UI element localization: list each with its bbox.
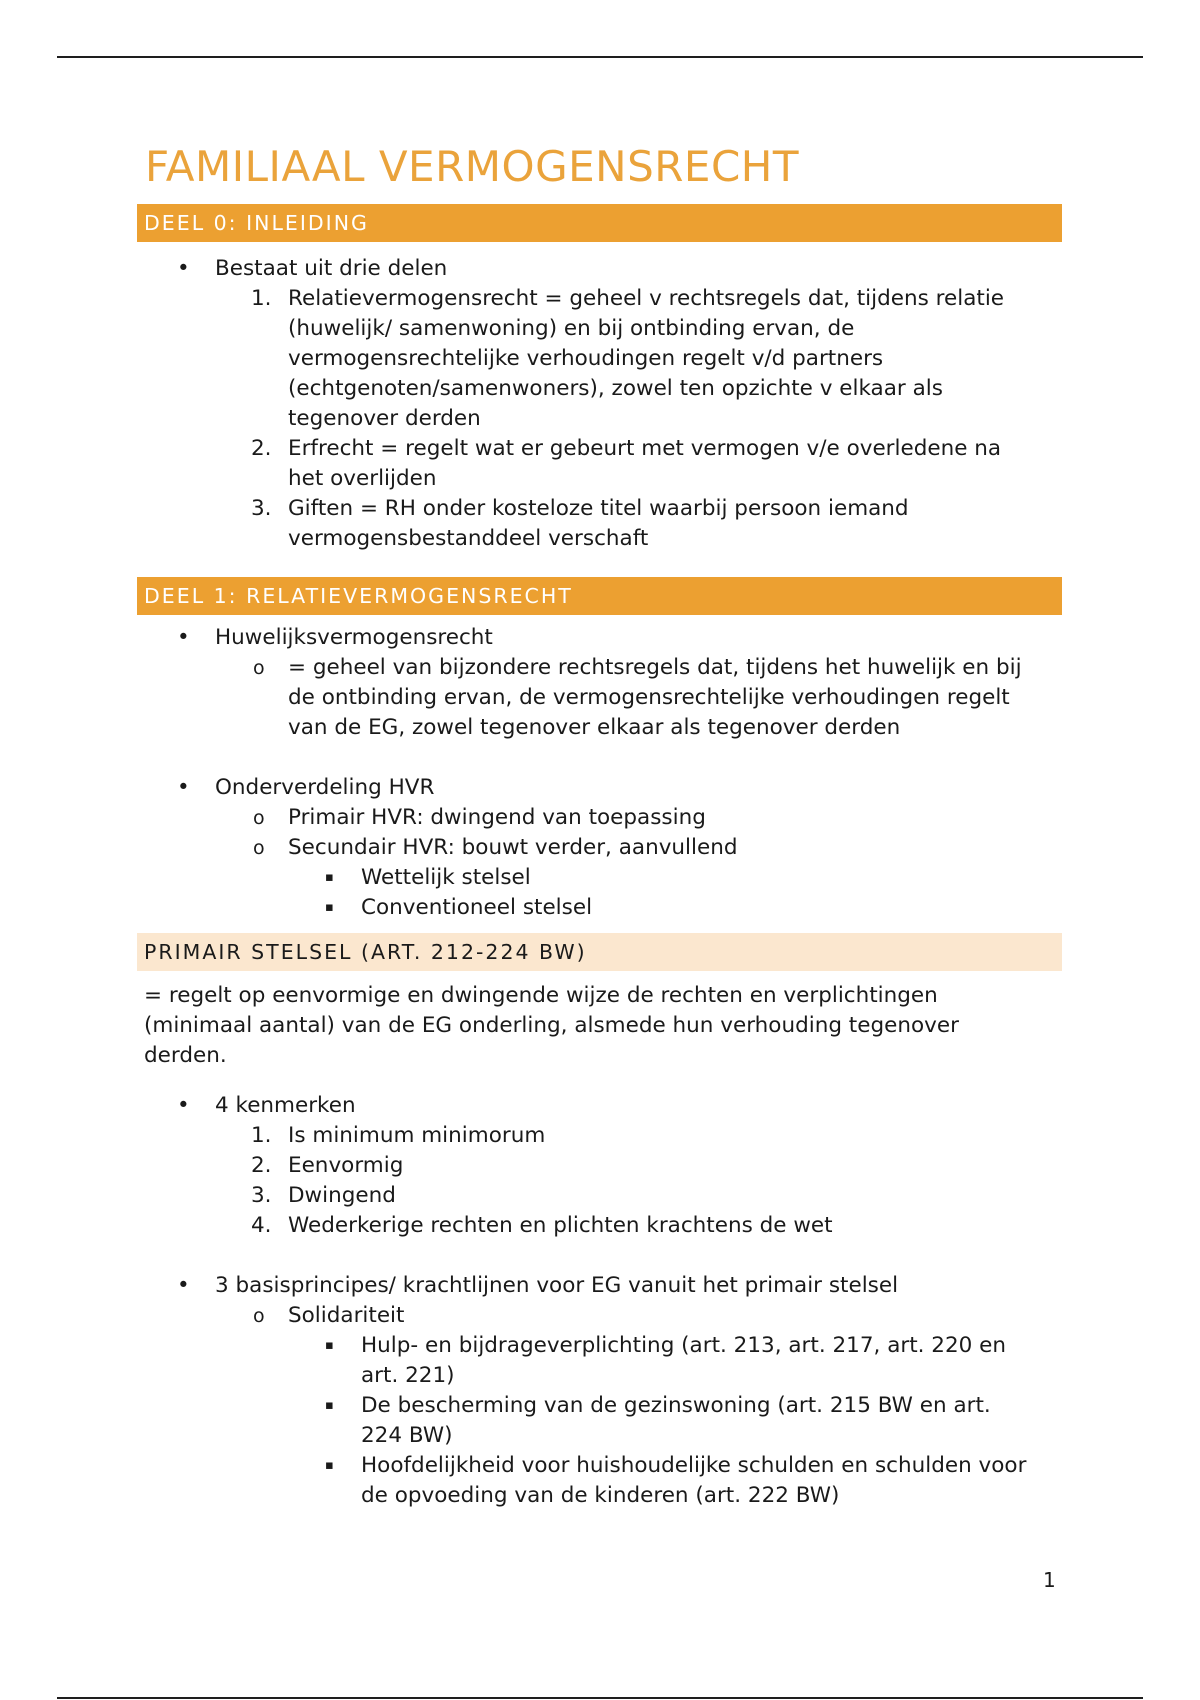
header-rule — [57, 56, 1143, 58]
document-body — [137, 140, 1062, 1511]
list-item: • 4 kenmerken — [177, 1093, 356, 1118]
numbered-item: 3. Dwingend — [251, 1183, 396, 1208]
sub-sub-list-item: ▪ De bescherming van de gezinswoning (art. 215 BW en art. 224 BW) — [325, 1393, 991, 1448]
list-item: • Bestaat uit drie delen — [137, 254, 1062, 284]
section-heading-primair-stelsel: PRIMAIR STELSEL (ART. 212-224 BW) — [137, 933, 1062, 971]
numbered-item: 2. Erfrecht = regelt wat er gebeurt met vermogen v/e overledene na het overlijden — [251, 436, 1002, 491]
numbered-item: 3. Giften = RH onder kosteloze titel waarbij persoon iemand vermogensbestanddeel verschaft — [251, 496, 909, 551]
bullet-marker: • — [177, 256, 190, 281]
numbered-item: 2. Eenvormig — [251, 1153, 404, 1178]
section-heading-deel-1: DEEL 1: RELATIEVERMOGENSRECHT — [137, 577, 1062, 615]
numbered-item: 4. Wederkerige rechten en plichten krachtens de wet — [251, 1213, 833, 1238]
paragraph: = regelt op eenvormige en dwingende wijze de rechten en verplichtingen (minimaal aantal) van de EG onderling, alsmede hun verhouding tegenover derden. — [144, 983, 959, 1068]
numbered-item: 1. Relatievermogensrecht = geheel v rechtsregels dat, tijdens relatie (huwelijk/ samenwoning) en bij ontbinding ervan, de vermogensrechtelijke verhoudingen regelt v/d partners (echtgenoten/samenwoners), zowel ten opzichte v elkaar als tegenover derden — [251, 286, 1005, 431]
page-number: 1 — [1043, 1568, 1056, 1592]
sub-list-item: o = geheel van bijzondere rechtsregels dat, tijdens het huwelijk en bij de ontbinding ervan, de vermogensrechtelijke verhoudingen regelt van de EG, zowel tegenover elkaar als tegenover derden — [253, 655, 1022, 740]
section-heading-deel-0: DEEL 0: INLEIDING — [137, 204, 1062, 242]
sub-sub-list-item: ▪ Conventioneel stelsel — [325, 895, 593, 920]
sub-list-item: o Primair HVR: dwingend van toepassing — [253, 805, 706, 830]
footer-rule — [57, 1697, 1143, 1699]
list-item: • Huwelijksvermogensrecht — [177, 625, 493, 650]
sub-sub-list-item: ▪ Hulp- en bijdrageverplichting (art. 213, art. 217, art. 220 en art. 221) — [325, 1333, 1007, 1388]
numbered-item: 1. Is minimum minimorum — [251, 1123, 546, 1148]
sub-sub-list-item: ▪ Wettelijk stelsel — [325, 865, 531, 890]
sub-list-item: o Solidariteit — [253, 1303, 405, 1328]
sub-list-item: o Secundair HVR: bouwt verder, aanvullend — [253, 835, 738, 860]
list-item: • Onderverdeling HVR — [177, 775, 435, 800]
document-title: FAMILIAAL VERMOGENSRECHT — [145, 142, 800, 191]
list-item: • 3 basisprincipes/ krachtlijnen voor EG vanuit het primair stelsel — [177, 1273, 899, 1298]
sub-sub-list-item: ▪ Hoofdelijkheid voor huishoudelijke schulden en schulden voor de opvoeding van de kinderen (art. 222 BW) — [325, 1453, 1027, 1508]
